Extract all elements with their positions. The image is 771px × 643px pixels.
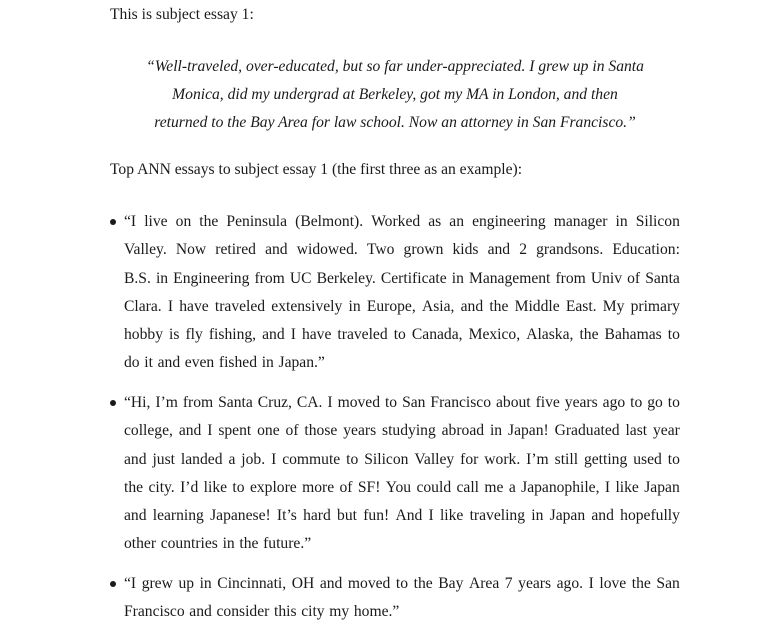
essay-line [124, 321, 680, 349]
word: in [489, 422, 503, 440]
word: I’d [180, 478, 199, 496]
word: traveled [337, 326, 388, 344]
word: extensively [271, 297, 343, 315]
ann-essays-heading: Top ANN essays to subject essay 1 (the first three as an example): [110, 161, 523, 178]
word: “Hi, [124, 394, 151, 411]
word: “I [124, 575, 137, 592]
word: I [290, 326, 296, 344]
word: Clara. [124, 297, 162, 315]
word: on [175, 213, 192, 230]
word: the [199, 213, 219, 230]
word: and [124, 507, 147, 525]
word: spent [218, 422, 252, 440]
word: moved [337, 394, 381, 411]
word: but [337, 507, 357, 525]
word: retired [215, 241, 256, 259]
subject-essay-quote [126, 53, 664, 138]
word: I [327, 394, 333, 411]
word: and [189, 603, 212, 621]
essay-line [124, 474, 680, 502]
essay-line [124, 208, 680, 236]
word: I’m [526, 450, 549, 468]
word: Japan.” [278, 354, 325, 372]
word: traveled [214, 297, 266, 315]
word: my [329, 603, 350, 621]
word: to [395, 575, 409, 592]
word: in [451, 269, 464, 287]
word: and [487, 241, 511, 259]
word: hard [303, 507, 331, 525]
word: Management [468, 269, 551, 287]
word: I’m [155, 394, 178, 411]
essay-text [124, 570, 680, 627]
word: hopefully [620, 507, 680, 525]
word: consider [216, 603, 270, 621]
word: to [384, 394, 398, 411]
word: grandsons. [536, 241, 604, 259]
word: city [301, 603, 325, 621]
word: Francisco [430, 394, 492, 411]
word: Area [468, 575, 500, 592]
word: college, [124, 422, 173, 440]
word: from [182, 394, 214, 411]
word: primary [630, 297, 680, 315]
word: last [625, 422, 648, 440]
word: Silicon [364, 450, 409, 468]
word: Middle [514, 297, 560, 315]
word: getting [583, 450, 628, 468]
word: fun! [363, 507, 390, 525]
word: and [124, 450, 147, 468]
word: those [304, 422, 338, 440]
word: is [169, 326, 180, 344]
word: hobby [124, 326, 163, 344]
word: CA. [296, 394, 323, 411]
word: I [207, 422, 213, 440]
word: to [667, 394, 680, 411]
word: I [604, 478, 611, 496]
word: and [157, 354, 181, 372]
word: Asia, [421, 297, 455, 315]
word: manager [553, 213, 608, 230]
word: it [144, 354, 153, 372]
word: love [599, 575, 627, 592]
word: just [152, 450, 175, 468]
word: fishing, [208, 326, 257, 344]
word: Mexico, [468, 326, 521, 344]
word: Europe, [366, 297, 416, 315]
word: I [167, 297, 174, 315]
word: landed [180, 450, 223, 468]
word: moved [347, 575, 391, 592]
word: in [222, 535, 235, 553]
word: ago [602, 394, 626, 411]
essay-line [124, 349, 680, 377]
word: Peninsula [226, 213, 288, 230]
word: to [393, 326, 406, 344]
word: Certificate [380, 269, 447, 287]
quote-line: “Well-traveled, over-educated, but so far under-appreciated. I grew up in Santa [146, 58, 644, 75]
word: countries [160, 535, 218, 553]
word: in [155, 269, 169, 287]
word: like [203, 478, 228, 496]
word: call [456, 478, 480, 496]
word: 2 [519, 241, 528, 259]
word: and [460, 297, 484, 315]
word: Santa [218, 394, 253, 411]
word: Univ [590, 269, 623, 287]
word: could [416, 478, 452, 496]
word: a [228, 450, 236, 468]
word: city. [148, 478, 175, 496]
word: job. [241, 450, 266, 468]
word: an [449, 213, 465, 230]
word: traveling [469, 507, 526, 525]
word: the [124, 478, 144, 496]
word: the [631, 575, 651, 592]
word: and [178, 422, 202, 440]
word: Education: [612, 241, 680, 259]
word: My [602, 297, 625, 315]
word: up [178, 575, 195, 592]
word: explore [249, 478, 297, 496]
word: of [339, 478, 353, 496]
word: San [656, 575, 680, 592]
word: 7 [504, 575, 513, 592]
word: the [239, 535, 259, 553]
essay-line [124, 502, 680, 530]
word: the [579, 326, 599, 344]
word: in [261, 354, 274, 372]
word: the [489, 297, 509, 315]
essay-line [124, 293, 680, 321]
word: for [460, 450, 479, 468]
word: still [554, 450, 579, 468]
essay-line [124, 236, 680, 264]
word: years [343, 422, 377, 440]
word: Santa [645, 269, 680, 287]
word: in [199, 575, 212, 592]
word: future.” [263, 535, 312, 553]
word: Cincinnati, [217, 575, 287, 592]
word: Valley. [124, 241, 167, 259]
word: Two [366, 241, 395, 259]
word: learning [152, 507, 204, 525]
word: Japan [644, 478, 680, 496]
word: to [232, 478, 245, 496]
word: Francisco [124, 603, 185, 621]
word: Berkeley. [316, 269, 376, 287]
word: of [285, 422, 299, 440]
word: to [667, 450, 680, 468]
word: Now [175, 241, 207, 259]
word: San [402, 394, 426, 411]
word: of [627, 269, 641, 287]
word: from [555, 269, 586, 287]
word: even [184, 354, 215, 372]
word: Graduated [554, 422, 620, 440]
word: home.” [353, 603, 400, 621]
word: year [652, 422, 680, 440]
word: me [484, 478, 504, 496]
word: East. [565, 297, 597, 315]
word: OH [291, 575, 315, 592]
word: grown [403, 241, 444, 259]
word: engineering [472, 213, 546, 230]
word: B.S. [124, 269, 151, 287]
word: Silicon [635, 213, 680, 230]
word: commute [282, 450, 341, 468]
word: Bay [438, 575, 464, 592]
word: like [615, 478, 639, 496]
word: and [319, 575, 343, 592]
quote-line: Monica, did my undergrad at Berkeley, got my MA in London, and then [172, 86, 618, 104]
word: Japanophile, [521, 478, 600, 496]
word: “I [124, 213, 137, 230]
word: in [348, 297, 361, 315]
word: years [518, 575, 552, 592]
word: Alaska, [526, 326, 574, 344]
word: more [302, 478, 335, 496]
word: You [385, 478, 412, 496]
word: five [535, 394, 560, 411]
word: to [667, 326, 680, 344]
word: I [428, 507, 434, 525]
essay-line [124, 530, 680, 558]
essay-line [124, 389, 680, 417]
word: to [346, 450, 359, 468]
word: I [271, 450, 277, 468]
word: Worked [371, 213, 421, 230]
word: grew [141, 575, 173, 592]
word: UC [289, 269, 312, 287]
word: Engineering [173, 269, 250, 287]
word: Japanese! [210, 507, 271, 525]
word: one [257, 422, 280, 440]
essay-line [124, 598, 680, 626]
word: the [413, 575, 433, 592]
word: studying [382, 422, 436, 440]
word: fly [185, 326, 203, 344]
word: Bahamas [604, 326, 662, 344]
word: Valley [414, 450, 455, 468]
word: as [428, 213, 442, 230]
word: used [633, 450, 662, 468]
word: years [564, 394, 598, 411]
essay-line [124, 265, 680, 293]
word: Japan [549, 507, 586, 525]
word: work. [484, 450, 521, 468]
word: SF! [357, 478, 381, 496]
essay-text [124, 208, 680, 378]
word: a [508, 478, 516, 496]
essay-text [124, 389, 680, 559]
word: Cruz, [257, 394, 292, 411]
word: abroad [441, 422, 485, 440]
word: Canada, [411, 326, 463, 344]
word: have [301, 326, 332, 344]
essay-line [124, 446, 680, 474]
word: about [495, 394, 531, 411]
word: live [144, 213, 168, 230]
word: kids [452, 241, 479, 259]
word: And [395, 507, 423, 525]
word: in [615, 213, 628, 230]
word: go [647, 394, 663, 411]
word: and [591, 507, 614, 525]
word: in [531, 507, 544, 525]
essay-line [124, 417, 680, 445]
word: fished [218, 354, 258, 372]
word: this [273, 603, 297, 621]
word: to [630, 394, 643, 411]
word: and [265, 241, 288, 259]
word: and [262, 326, 285, 344]
intro-text: This is subject essay 1: [110, 6, 254, 23]
word: Japan! [508, 422, 549, 440]
essay-line [124, 570, 680, 598]
word: ago. [556, 575, 584, 592]
quote-line: returned to the Bay Area for law school. Now an attorney in San Francisco.” [154, 114, 636, 132]
word: from [254, 269, 285, 287]
word: like [439, 507, 464, 525]
word: do [124, 354, 140, 372]
word: have [179, 297, 209, 315]
word: I [588, 575, 594, 592]
word: It’s [276, 507, 297, 525]
word: (Belmont). [295, 213, 364, 230]
word: widowed. [296, 241, 358, 259]
word: other [124, 535, 157, 553]
